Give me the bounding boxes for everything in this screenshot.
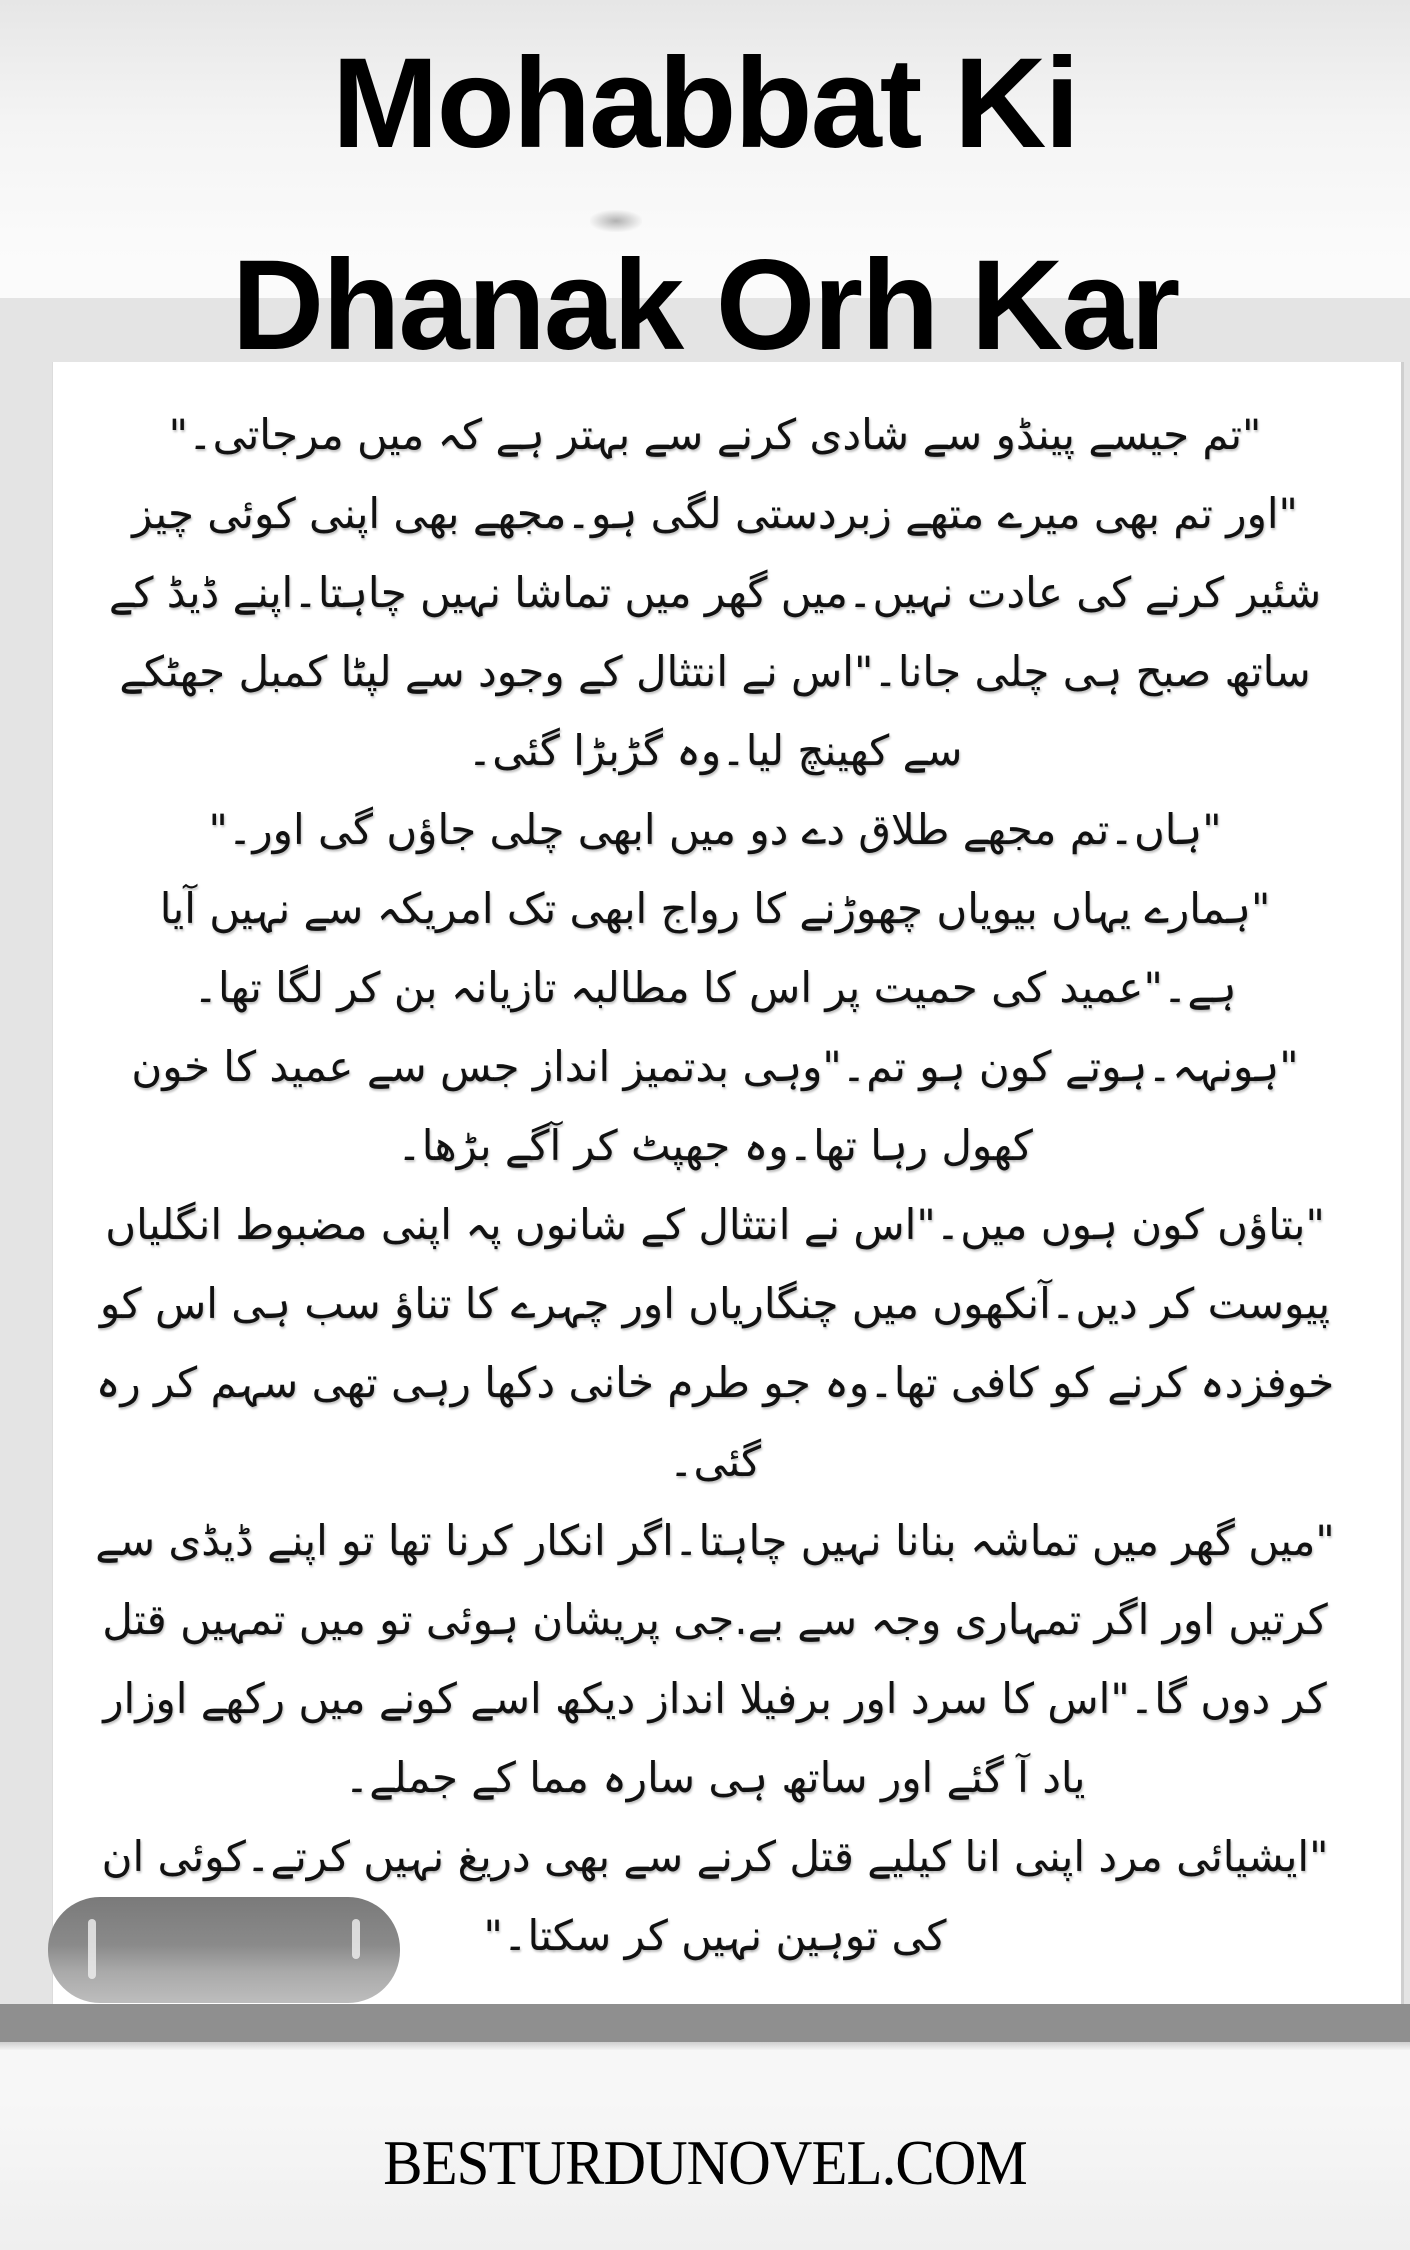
footer-divider xyxy=(0,2042,1410,2050)
excerpt-paragraph: "ہونہہ۔ہوتے کون ہو تم۔"وہی بدتمیز انداز جس سے عمید کا خون کھول رہا تھا۔وہ جھپٹ کر آگے بڑھا۔ xyxy=(131,1042,1299,1170)
novel-title-line-2: Dhanak Orh Kar xyxy=(231,234,1179,377)
excerpt-paragraph: "اور تم بھی میرے متھے زبردستی لگی ہو۔مجھے بھی اپنی کوئی چیز شئیر کرنے کی عادت نہیں۔میں گھر میں تماشا نہیں چاہتا۔اپنے ڈیڈ کے ساتھ صبح ہی چلی جانا۔"اس نے انتثال کے وجود سے لپٹا کمبل جھٹکے سے کھینچ لیا۔وہ گڑبڑا گئی۔ xyxy=(108,489,1322,775)
excerpt-paragraph: "بتاؤں کون ہوں میں۔"اس نے انتثال کے شانوں پہ اپنی مضبوط انگلیاں پیوست کر دیں۔آنکھوں میں چنگاریاں اور چہرے کا تناؤ سب ہی اس کو خوفزدہ کرنے کو کافی تھا۔وہ جو طرم خانی دکھا رہی تھی سہم کر رہ گئی۔ xyxy=(95,1200,1335,1486)
website-footer-label: BESTURDUNOVEL.COM xyxy=(383,2127,1027,2198)
urdu-excerpt xyxy=(90,395,1340,1975)
novel-title-line-1: Mohabbat Ki xyxy=(332,32,1078,175)
excerpt-paragraph: "میں گھر میں تماشہ بنانا نہیں چاہتا۔اگر انکار کرنا تھا تو اپنے ڈیڈی سے کرتیں اور اگر تمہاری وجہ سے بے.جی پریشان ہوئی تو میں تمہیں قتل کر دوں گا۔"اس کا سرد اور برفیلا انداز دیکھ اسے کونے میں رکھے اوزار یاد آ گئے اور ساتھ ہی سارہ مما کے جملے۔ xyxy=(95,1516,1335,1802)
decorative-smudge-icon xyxy=(590,210,642,232)
excerpt-paragraph: "تم جیسے پینڈو سے شادی کرنے سے بہتر ہے کہ میں مرجاتی۔" xyxy=(168,410,1262,459)
excerpt-paragraph: "ایشیائی مرد اپنی انا کیلیے قتل کرنے سے بھی دریغ نہیں کرتے۔کوئی ان کی توہین نہیں کر سکتا۔" xyxy=(101,1832,1329,1960)
page-bottom-shadow xyxy=(0,2004,1410,2042)
excerpt-paragraph: "ہمارے یہاں بیویاں چھوڑنے کا رواج ابھی تک امریکہ سے نہیں آیا ہے۔"عمید کی حمیت پر اس کا مطالبہ تازیانہ بن کر لگا تھا۔ xyxy=(159,884,1271,1012)
excerpt-paragraph: "ہاں۔تم مجھے طلاق دے دو میں ابھی چلی جاؤں گی اور۔" xyxy=(208,805,1222,854)
blurred-watermark-badge xyxy=(48,1897,400,2003)
